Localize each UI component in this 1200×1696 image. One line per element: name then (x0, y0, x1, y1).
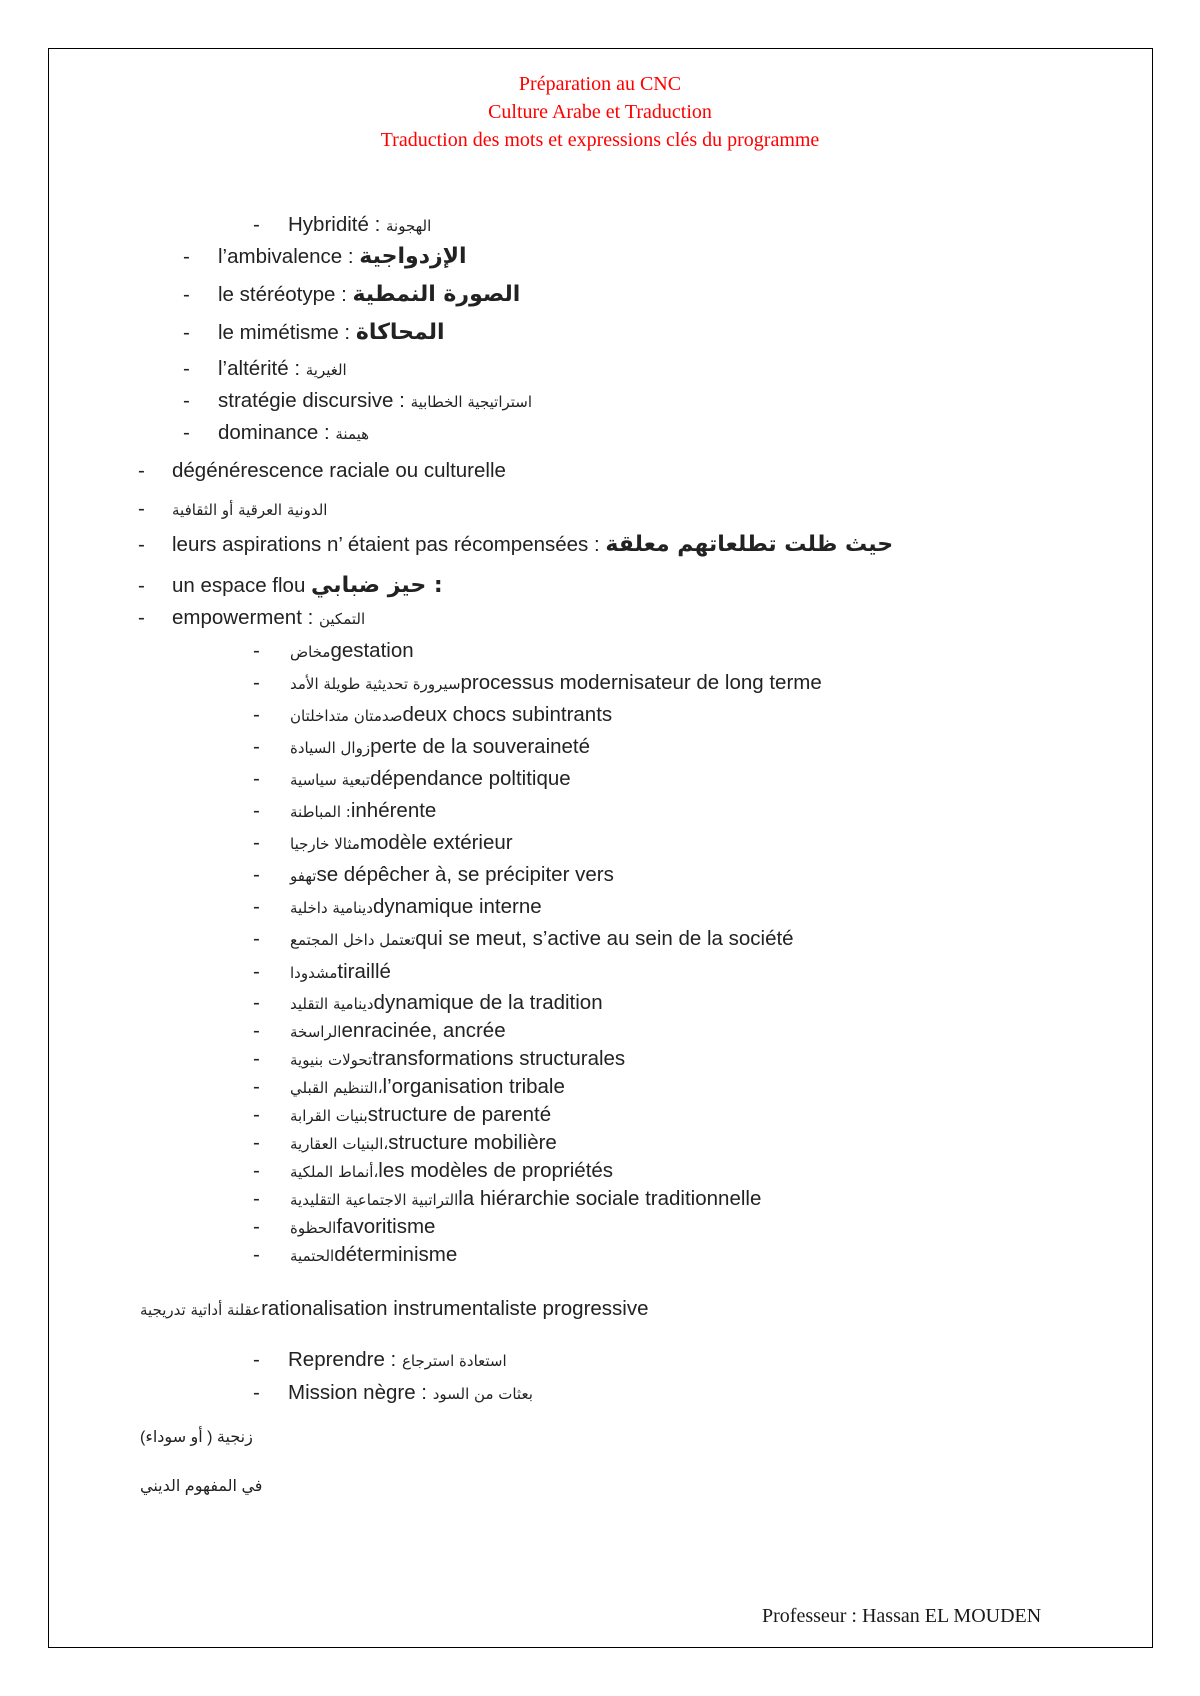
item-text (290, 670, 822, 697)
item-fr: se dépêcher à, se précipiter vers (316, 863, 614, 886)
item-text (290, 1158, 613, 1185)
item-text (218, 320, 445, 346)
bullet-dash: - (183, 357, 190, 380)
item-text (290, 926, 794, 953)
item-text (290, 862, 614, 889)
bullet-dash: - (183, 421, 190, 444)
item-text (172, 532, 893, 558)
item-text (290, 1074, 565, 1101)
bullet-dash: - (253, 735, 260, 758)
item-fr: inhérente (350, 799, 437, 822)
item-text (218, 356, 347, 383)
item-ar: استعادة استرجاع (401, 1352, 507, 1370)
bullet-dash: - (183, 389, 190, 412)
item-fr: les modèles de propriétés (378, 1159, 614, 1182)
bullet-dash: - (253, 671, 260, 694)
item-ar: الصورة النمطية (352, 282, 521, 307)
item-fr: Reprendre : (288, 1348, 402, 1371)
note-1: زنجية ( أو سوداء) (140, 1429, 253, 1446)
bullet-dash: - (253, 1348, 260, 1371)
item-text (290, 702, 612, 729)
item-ar: حيز ضبابي : (311, 573, 443, 598)
item-fr: transformations structurales (372, 1047, 626, 1070)
item-fr: le stéréotype : (218, 283, 353, 306)
item-text (290, 1046, 625, 1073)
item-fr: l’organisation tribale (382, 1075, 565, 1098)
bullet-dash: - (253, 1047, 260, 1070)
item-ar: استراتيجية الخطابية (410, 393, 533, 411)
item-fr: processus modernisateur de long terme (460, 671, 822, 694)
bullet-dash: - (183, 245, 190, 268)
item-fr: l’ambivalence : (218, 245, 360, 268)
item-text (172, 496, 327, 523)
item-text (172, 458, 506, 484)
bullet-dash: - (138, 459, 145, 482)
item-text (290, 1130, 557, 1157)
item-ar: دينامية التقليد (290, 995, 374, 1013)
item-fr: dynamique de la tradition (373, 991, 603, 1014)
item-ar: التمكين (318, 610, 366, 628)
item-ar: مخاض (290, 643, 331, 661)
item-ar: المحاكاة (355, 320, 445, 345)
item-fr: stratégie discursive : (218, 389, 411, 412)
item-text (290, 766, 571, 793)
rationalisation-ar: عقلنة أداتية تدريجية (140, 1301, 262, 1319)
item-ar: زوال السيادة (290, 739, 371, 757)
item-ar: سيرورة تحديثية طويلة الأمد (290, 675, 461, 693)
item-fr: la hiérarchie sociale traditionnelle (458, 1187, 762, 1210)
bullet-dash: - (183, 283, 190, 306)
item-text (288, 1347, 507, 1374)
item-fr: qui se meut, s’active au sein de la société (415, 927, 794, 950)
item-text (290, 798, 436, 825)
item-fr: Mission nègre : (288, 1381, 433, 1404)
item-ar: أنماط الملكية، (290, 1163, 379, 1181)
bullet-dash: - (253, 991, 260, 1014)
item-ar: تبعية سياسية (290, 771, 371, 789)
bullet-dash: - (253, 1243, 260, 1266)
bullet-dash: - (253, 895, 260, 918)
item-fr: dépendance poltitique (370, 767, 571, 790)
item-ar: دينامية داخلية (290, 899, 373, 917)
document-header (0, 70, 1200, 154)
item-text (290, 1018, 506, 1045)
item-text (290, 959, 391, 986)
item-fr: le mimétisme : (218, 321, 356, 344)
item-ar: الحتمية (290, 1247, 335, 1265)
bullet-dash: - (253, 1019, 260, 1042)
item-fr: tiraillé (337, 960, 391, 983)
bullet-dash: - (253, 1103, 260, 1126)
item-fr: gestation (330, 639, 414, 662)
item-ar: الهجونة (385, 217, 432, 235)
rationalisation-fr: rationalisation instrumentaliste progressive (261, 1297, 649, 1320)
item-ar: الراسخة (290, 1023, 342, 1041)
header-line-3: Traduction des mots et expressions clés du programme (380, 129, 820, 151)
bullet-dash: - (183, 321, 190, 344)
item-ar: البنيات العقارية، (290, 1135, 389, 1153)
item-ar: صدمتان متداخلتان (290, 707, 403, 725)
bullet-dash: - (253, 1381, 260, 1404)
bullet-dash: - (253, 639, 260, 662)
item-fr: leurs aspirations n’ étaient pas récompensées : (172, 533, 606, 556)
item-ar: مشدودا (290, 964, 338, 982)
item-ar: التنظيم القبلي، (290, 1079, 383, 1097)
signature: Professeur : Hassan EL MOUDEN (762, 1605, 1042, 1627)
bullet-dash: - (138, 574, 145, 597)
item-fr: dégénérescence raciale ou culturelle (172, 459, 506, 482)
bullet-dash: - (253, 863, 260, 886)
item-fr: modèle extérieur (359, 831, 513, 854)
bullet-dash: - (253, 927, 260, 950)
rationalisation-line (140, 1296, 649, 1323)
item-ar: الدونية العرقية أو الثقافية (172, 501, 328, 519)
header-line-2: Culture Arabe et Traduction (488, 101, 712, 123)
bullet-dash: - (253, 767, 260, 790)
item-fr: structure de parenté (367, 1103, 552, 1126)
item-ar: بنيات القرابة (290, 1107, 368, 1125)
item-fr: deux chocs subintrants (402, 703, 613, 726)
item-ar: حيث ظلت تطلعاتهم معلقة (605, 532, 894, 557)
item-ar: مثالا خارجيا (290, 835, 360, 853)
note-2: في المفهوم الديني (140, 1478, 263, 1495)
bullet-dash: - (253, 831, 260, 854)
item-ar: الغيرية (305, 361, 347, 379)
bullet-dash: - (253, 1187, 260, 1210)
item-ar: التراتبية الاجتماعية التقليدية (290, 1191, 459, 1209)
item-fr: déterminisme (334, 1243, 458, 1266)
item-text (172, 605, 365, 632)
item-fr: structure mobilière (388, 1131, 557, 1154)
bullet-dash: - (253, 1159, 260, 1182)
item-ar: بعثات من السود (432, 1385, 533, 1403)
item-text (290, 1214, 435, 1241)
item-ar: المباطنة : (290, 803, 351, 821)
item-text (172, 573, 443, 599)
item-fr: l’altérité : (218, 357, 306, 380)
item-text (288, 212, 431, 239)
item-ar: هيمنة (335, 425, 370, 443)
bullet-dash: - (253, 703, 260, 726)
item-fr: un espace flou (172, 574, 312, 597)
item-text (290, 638, 414, 665)
item-text (290, 1102, 551, 1129)
item-text (290, 990, 603, 1017)
item-text (218, 388, 532, 415)
bullet-dash: - (138, 533, 145, 556)
item-fr: dynamique interne (372, 895, 542, 918)
item-fr: empowerment : (172, 606, 319, 629)
item-text (288, 1380, 533, 1407)
item-fr: dominance : (218, 421, 336, 444)
item-text (290, 1242, 457, 1269)
item-text (290, 830, 513, 857)
item-text (290, 894, 542, 921)
item-ar: تعتمل داخل المجتمع (290, 931, 416, 949)
item-ar: تهفو (290, 867, 317, 885)
bullet-dash: - (253, 213, 260, 236)
bullet-dash: - (253, 1215, 260, 1238)
item-text (218, 282, 520, 308)
item-fr: favoritisme (336, 1215, 436, 1238)
item-text (290, 734, 590, 761)
item-text (218, 244, 467, 270)
item-text (218, 420, 369, 447)
bullet-dash: - (253, 960, 260, 983)
bullet-dash: - (253, 1075, 260, 1098)
item-fr: enracinée, ancrée (341, 1019, 506, 1042)
item-ar: الحظوة (290, 1219, 337, 1237)
bullet-dash: - (138, 497, 145, 520)
bullet-dash: - (138, 606, 145, 629)
item-ar: الإزدواجية (359, 244, 467, 269)
header-line-1: Préparation au CNC (518, 73, 682, 95)
item-fr: perte de la souveraineté (370, 735, 591, 758)
item-fr: Hybridité : (288, 213, 386, 236)
page-border (48, 48, 1153, 1648)
item-text (290, 1186, 761, 1213)
item-ar: تحولات بنيوية (290, 1051, 373, 1069)
bullet-dash: - (253, 1131, 260, 1154)
bullet-dash: - (253, 799, 260, 822)
